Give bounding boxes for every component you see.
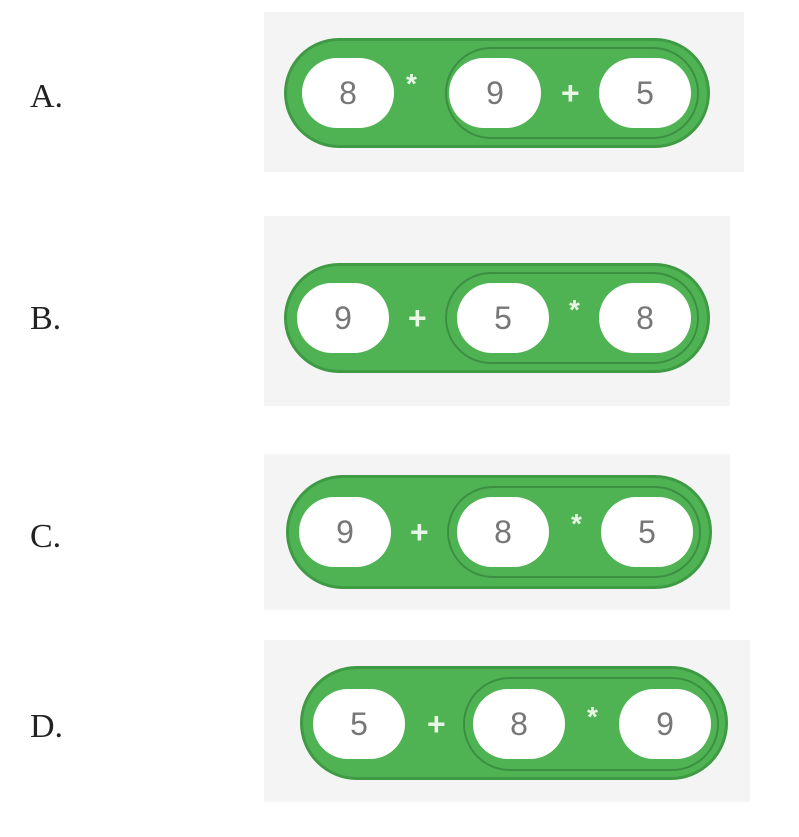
plus-operator: + bbox=[408, 300, 427, 336]
operator-block[interactable] bbox=[284, 38, 710, 148]
option-label: B. bbox=[30, 300, 62, 337]
number-slot[interactable]: 9 bbox=[297, 283, 389, 353]
number-slot[interactable]: 9 bbox=[449, 58, 541, 128]
number-slot[interactable]: 8 bbox=[302, 58, 394, 128]
operator-block[interactable] bbox=[286, 475, 712, 589]
operator-block[interactable] bbox=[300, 666, 728, 780]
plus-operator: + bbox=[427, 706, 446, 742]
number-slot[interactable]: 9 bbox=[619, 689, 711, 759]
multiply-operator: * bbox=[571, 508, 582, 539]
number-slot[interactable]: 9 bbox=[299, 497, 391, 567]
number-slot[interactable]: 5 bbox=[601, 497, 693, 567]
multiply-operator: * bbox=[587, 701, 598, 732]
number-slot[interactable]: 8 bbox=[473, 689, 565, 759]
option-label: A. bbox=[30, 78, 64, 115]
plus-operator: + bbox=[410, 514, 429, 550]
multiply-operator: * bbox=[406, 68, 417, 99]
multiply-operator: * bbox=[569, 294, 580, 325]
number-slot[interactable]: 8 bbox=[457, 497, 549, 567]
operator-block[interactable] bbox=[284, 263, 710, 373]
number-slot[interactable]: 8 bbox=[599, 283, 691, 353]
option-label: D. bbox=[30, 708, 64, 745]
number-slot[interactable]: 5 bbox=[457, 283, 549, 353]
plus-operator: + bbox=[561, 75, 580, 111]
number-slot[interactable]: 5 bbox=[599, 58, 691, 128]
option-label: C. bbox=[30, 518, 62, 555]
number-slot[interactable]: 5 bbox=[313, 689, 405, 759]
